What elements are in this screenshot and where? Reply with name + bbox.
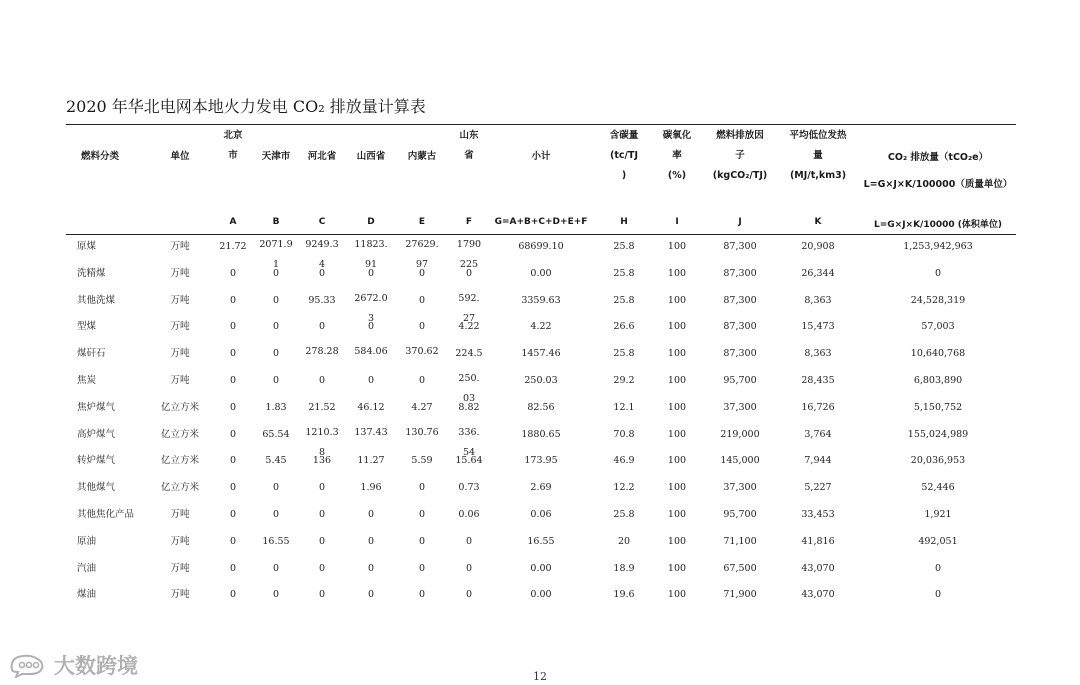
table-cell: 20	[617, 535, 631, 547]
table-cell: 100	[667, 267, 687, 279]
header-line: 平均低位发热	[789, 130, 847, 141]
column-formula-label: C	[318, 217, 326, 227]
table-cell: 67,500	[723, 562, 757, 574]
table-cell: 33,453	[801, 508, 835, 520]
table-cell: 0	[229, 428, 237, 440]
watermark	[8, 650, 138, 680]
table-cell: 1880.65	[521, 428, 561, 440]
table-cell: 0	[229, 294, 237, 306]
table-cell: 7,944	[804, 455, 832, 467]
table-cell: 0	[272, 374, 280, 386]
table-cell: 焦炭	[77, 374, 97, 386]
table-cell: 87,300	[723, 348, 757, 360]
column-formula-label: I	[675, 217, 679, 227]
table-cell: 136	[312, 455, 332, 467]
header-cell	[454, 126, 484, 166]
table-cell: 0	[272, 348, 280, 360]
table-cell: 3359.63	[521, 294, 561, 306]
table-row	[0, 343, 1080, 370]
table-cell: 0	[418, 535, 426, 547]
table-cell: 43,070	[801, 562, 835, 574]
header-cell	[216, 126, 250, 166]
table-cell: 0	[272, 589, 280, 601]
table-cell: 0	[465, 589, 473, 601]
table-cell: 100	[667, 428, 687, 440]
table-cell: 0.06	[458, 508, 480, 520]
table-cell: 0	[418, 482, 426, 494]
table-cell: 173.95	[524, 455, 558, 467]
table-cell: 155,024,989	[907, 428, 969, 440]
table-cell: 0	[418, 562, 426, 574]
header-line: 碳氧化	[662, 130, 692, 141]
header-line: (%)	[667, 170, 687, 181]
table-cell: 8,363	[804, 294, 832, 306]
header-line: 山西省	[356, 151, 386, 162]
table-cell: 592.27	[458, 292, 480, 324]
table-cell: 0	[272, 482, 280, 494]
header-line: 北京	[223, 130, 243, 141]
table-cell: 28,435	[801, 374, 835, 386]
table-cell: 70.8	[613, 428, 635, 440]
table-cell: 0	[229, 589, 237, 601]
table-cell: 68699.10	[518, 241, 564, 252]
table-cell: 11823.91	[354, 239, 388, 270]
table-cell: 43,070	[801, 589, 835, 601]
table-cell: 0.00	[530, 589, 552, 601]
table-cell: 0	[418, 508, 426, 520]
table-cell: 100	[667, 241, 687, 252]
table-cell: 0.06	[530, 508, 552, 520]
table-cell: 8,363	[804, 348, 832, 360]
table-cell: 15,473	[801, 321, 835, 333]
table-cell: 87,300	[723, 321, 757, 333]
table-cell: 0	[272, 321, 280, 333]
table-cell: 0	[229, 482, 237, 494]
table-cell: 16.55	[262, 535, 290, 547]
header-line: 燃料排放因	[716, 130, 764, 141]
header-line: 内蒙古	[407, 151, 437, 162]
table-cell: 100	[667, 374, 687, 386]
table-cell: 87,300	[723, 267, 757, 279]
table-cell: 82.56	[527, 401, 555, 413]
table-row	[0, 316, 1080, 343]
table-row	[0, 397, 1080, 424]
table-cell: 亿立方米	[160, 482, 199, 494]
table-cell: 5.59	[411, 455, 433, 467]
column-formula-label: J	[738, 217, 742, 227]
header-line: 单位	[170, 151, 190, 162]
header-line: 小计	[531, 151, 551, 162]
table-cell: 0	[229, 401, 237, 413]
header-cell	[404, 147, 440, 167]
table-cell: 336.54	[458, 426, 480, 458]
table-cell: 0	[318, 482, 326, 494]
table-cell: 250.03	[458, 372, 480, 404]
column-formula-label: B	[272, 217, 280, 227]
table-cell: 其他焦化产品	[77, 508, 135, 520]
table-row	[0, 424, 1080, 458]
table-cell: 0	[318, 562, 326, 574]
table-cell: 95,700	[723, 508, 757, 520]
table-cell: 亿立方米	[160, 401, 199, 413]
table-cell: 26,344	[801, 267, 835, 279]
header-cell	[603, 126, 645, 186]
table-cell: 洗精煤	[77, 267, 106, 279]
table-cell: 250.03	[524, 374, 558, 386]
table-cell: 0	[367, 267, 375, 279]
table-cell: 15.64	[455, 455, 483, 467]
table-cell: 52,446	[921, 482, 955, 494]
table-cell: 焦炉煤气	[77, 401, 116, 413]
table-cell: 16,726	[801, 401, 835, 413]
table-cell: 0	[418, 267, 426, 279]
table-cell: 2672.03	[354, 292, 388, 324]
table-cell: 1,253,942,963	[903, 241, 973, 252]
table-row	[0, 504, 1080, 531]
table-cell: 原煤	[77, 241, 97, 252]
table-cell: 煤油	[77, 589, 97, 601]
table-row	[0, 531, 1080, 558]
table-cell: 1.96	[360, 482, 382, 494]
table-cell: 10,640,768	[910, 348, 966, 360]
table-cell: 万吨	[170, 321, 190, 333]
table-cell: 煤矸石	[77, 348, 106, 360]
table-cell: 21.72	[219, 241, 247, 252]
table-cell: 1210.38	[305, 426, 339, 458]
header-line: 含碳量	[609, 130, 639, 141]
table-cell: 0	[367, 508, 375, 520]
table-cell: 0	[465, 267, 473, 279]
header-line: 量	[813, 150, 823, 161]
table-cell: 100	[667, 482, 687, 494]
table-cell: 0	[229, 348, 237, 360]
table-cell: 18.9	[613, 562, 635, 574]
table-cell: 57,003	[921, 321, 955, 333]
table-cell: 24,528,319	[910, 294, 966, 306]
header-line: 燃料分类	[80, 151, 119, 162]
table-cell: 0	[318, 321, 326, 333]
table-cell: 型煤	[77, 321, 97, 333]
table-cell: 1790225	[456, 239, 482, 270]
table-cell: 高炉煤气	[77, 428, 116, 440]
column-formula-label: G=A+B+C+D+E+F	[494, 217, 588, 227]
top-rule	[66, 124, 1016, 125]
table-cell: 219,000	[720, 428, 760, 440]
table-row	[0, 236, 1080, 270]
table-cell: 8.82	[458, 401, 480, 413]
table-cell: 5,227	[804, 482, 832, 494]
table-cell: 11.27	[357, 455, 385, 467]
table-cell: 100	[667, 294, 687, 306]
table-cell: 0	[367, 374, 375, 386]
table-cell: 1.83	[265, 401, 287, 413]
table-cell: 0.00	[530, 267, 552, 279]
header-cell	[491, 147, 591, 167]
table-cell: 87,300	[723, 241, 757, 252]
table-cell: 100	[667, 455, 687, 467]
table-cell: 100	[667, 401, 687, 413]
table-cell: 12.2	[613, 482, 635, 494]
table-cell: 100	[667, 562, 687, 574]
table-cell: 5,150,752	[913, 401, 963, 413]
table-cell: 95.33	[308, 294, 336, 306]
table-cell: 0	[934, 589, 942, 601]
table-cell: 9249.34	[305, 239, 339, 270]
table-cell: 224.5	[455, 348, 483, 360]
table-cell: 万吨	[170, 535, 190, 547]
table-cell: 16.55	[527, 535, 555, 547]
table-cell: 25.8	[613, 241, 635, 252]
table-row	[0, 263, 1080, 290]
table-cell: 万吨	[170, 294, 190, 306]
table-cell: 0	[272, 294, 280, 306]
header-line: )	[621, 170, 627, 181]
table-cell: 0	[418, 294, 426, 306]
table-cell: 100	[667, 321, 687, 333]
header-line: CO₂ 排放量（tCO₂e）	[887, 152, 989, 163]
header-cell	[304, 147, 340, 167]
table-cell: 0	[367, 321, 375, 333]
table-cell: 0	[318, 535, 326, 547]
table-cell: 71,900	[723, 589, 757, 601]
table-cell: 100	[667, 508, 687, 520]
table-cell: 0	[367, 589, 375, 601]
table-cell: 37,300	[723, 482, 757, 494]
column-formula-label: L=G×J×K/10000 (体积单位)	[873, 220, 1003, 230]
header-line: (MJ/t,km3)	[789, 170, 847, 181]
table-cell: 0	[272, 267, 280, 279]
table-cell: 46.9	[613, 455, 635, 467]
table-row	[0, 370, 1080, 404]
table-cell: 4.22	[530, 321, 552, 333]
header-rule	[66, 234, 1016, 235]
table-cell: 万吨	[170, 562, 190, 574]
header-cell	[150, 147, 210, 167]
table-cell: 65.54	[262, 428, 290, 440]
table-cell: 29.2	[613, 374, 635, 386]
table-row	[0, 477, 1080, 504]
table-cell: 0	[418, 321, 426, 333]
table-cell: 41,816	[801, 535, 835, 547]
header-line: 子	[735, 150, 745, 161]
header-cell	[259, 147, 293, 167]
table-cell: 0	[272, 508, 280, 520]
table-row	[0, 584, 1080, 611]
header-line: 河北省	[307, 151, 337, 162]
table-cell: 亿立方米	[160, 455, 199, 467]
header-cell	[65, 147, 135, 167]
table-body	[0, 236, 1080, 611]
table-title: 2020 年华北电网本地火力发电 CO₂ 排放量计算表	[66, 97, 426, 116]
table-cell: 95,700	[723, 374, 757, 386]
header-cell	[781, 126, 855, 186]
table-cell: 5.45	[265, 455, 287, 467]
table-cell: 4.27	[411, 401, 433, 413]
table-cell: 0	[318, 374, 326, 386]
table-cell: 0	[229, 508, 237, 520]
table-cell: 汽油	[77, 562, 97, 574]
table-cell: 0	[229, 321, 237, 333]
header-line: L=G×J×K/100000（质量单位）	[863, 179, 1013, 190]
column-formula-label: F	[465, 217, 473, 227]
table-cell: 130.76	[405, 426, 439, 438]
page-number: 12	[533, 670, 547, 683]
table-cell: 25.8	[613, 294, 635, 306]
table-cell: 100	[667, 535, 687, 547]
table-cell: 0	[229, 374, 237, 386]
table-cell: 25.8	[613, 267, 635, 279]
table-cell: 万吨	[170, 241, 190, 252]
table-cell: 0	[318, 589, 326, 601]
column-formula-label: E	[418, 217, 426, 227]
table-cell: 0	[229, 562, 237, 574]
watermark-text: 大数跨境	[54, 654, 138, 678]
table-cell: 0	[272, 562, 280, 574]
table-cell: 0	[418, 374, 426, 386]
table-cell: 0	[465, 535, 473, 547]
table-cell: 370.62	[405, 346, 439, 358]
header-line: 天津市	[261, 151, 291, 162]
table-cell: 转炉煤气	[77, 455, 116, 467]
table-cell: 20,036,953	[910, 455, 966, 467]
table-cell: 145,000	[720, 455, 760, 467]
header-line: 市	[228, 150, 238, 161]
table-cell: 278.28	[305, 346, 339, 358]
table-cell: 0	[934, 267, 942, 279]
table-cell: 0	[367, 562, 375, 574]
table-cell: 87,300	[723, 294, 757, 306]
table-cell: 其他煤气	[77, 482, 116, 494]
table-cell: 万吨	[170, 508, 190, 520]
table-cell: 12.1	[613, 401, 635, 413]
table-row	[0, 558, 1080, 585]
table-cell: 25.8	[613, 508, 635, 520]
table-cell: 37,300	[723, 401, 757, 413]
table-cell: 万吨	[170, 348, 190, 360]
table-cell: 0	[367, 535, 375, 547]
table-cell: 4.22	[458, 321, 480, 333]
table-cell: 100	[667, 348, 687, 360]
table-cell: 0	[318, 508, 326, 520]
table-cell: 0	[229, 535, 237, 547]
header-line: (tc/TJ	[610, 150, 638, 161]
header-cell	[655, 126, 699, 186]
table-cell: 20,908	[801, 241, 835, 252]
table-cell: 71,100	[723, 535, 757, 547]
table-row	[0, 450, 1080, 477]
table-cell: 其他洗煤	[77, 294, 116, 306]
header-cell	[704, 126, 776, 186]
table-cell: 0	[318, 267, 326, 279]
table-cell: 1,921	[924, 508, 952, 520]
table-cell: 492,051	[918, 535, 958, 547]
table-cell: 19.6	[613, 589, 635, 601]
table-cell: 6,803,890	[913, 374, 963, 386]
header-line: 率	[672, 150, 682, 161]
table-cell: 万吨	[170, 374, 190, 386]
table-cell: 137.43	[354, 426, 388, 438]
table-cell: 0	[418, 589, 426, 601]
column-formula-label: D	[367, 217, 375, 227]
table-cell: 1457.46	[521, 348, 561, 360]
table-cell: 2071.91	[259, 239, 293, 270]
header-line: (kgCO₂/TJ)	[712, 170, 768, 181]
table-cell: 0.73	[458, 482, 480, 494]
table-cell: 原油	[77, 535, 97, 547]
table-cell: 0.00	[530, 562, 552, 574]
table-cell: 21.52	[308, 401, 336, 413]
table-cell: 584.06	[354, 346, 388, 358]
table-cell: 25.8	[613, 348, 635, 360]
table-cell: 0	[465, 562, 473, 574]
header-line: 省	[464, 150, 474, 161]
table-cell: 46.12	[357, 401, 385, 413]
table-cell: 万吨	[170, 589, 190, 601]
table-row	[0, 290, 1080, 324]
table-cell: 26.6	[613, 321, 635, 333]
table-cell: 亿立方米	[160, 428, 199, 440]
table-cell: 100	[667, 589, 687, 601]
table-cell: 0	[229, 455, 237, 467]
column-formula-label: A	[229, 217, 237, 227]
column-formula-label: H	[620, 217, 628, 227]
header-cell	[863, 144, 1013, 198]
table-cell: 万吨	[170, 267, 190, 279]
table-cell: 3,764	[804, 428, 832, 440]
table-cell: 27629.97	[405, 239, 439, 270]
column-formula-label: K	[814, 217, 822, 227]
header-cell	[353, 147, 389, 167]
table-cell: 0	[229, 267, 237, 279]
table-cell: 0	[934, 562, 942, 574]
header-line: 山东	[459, 130, 479, 141]
watermark-logo-icon	[8, 652, 48, 678]
table-cell: 2.69	[530, 482, 552, 494]
